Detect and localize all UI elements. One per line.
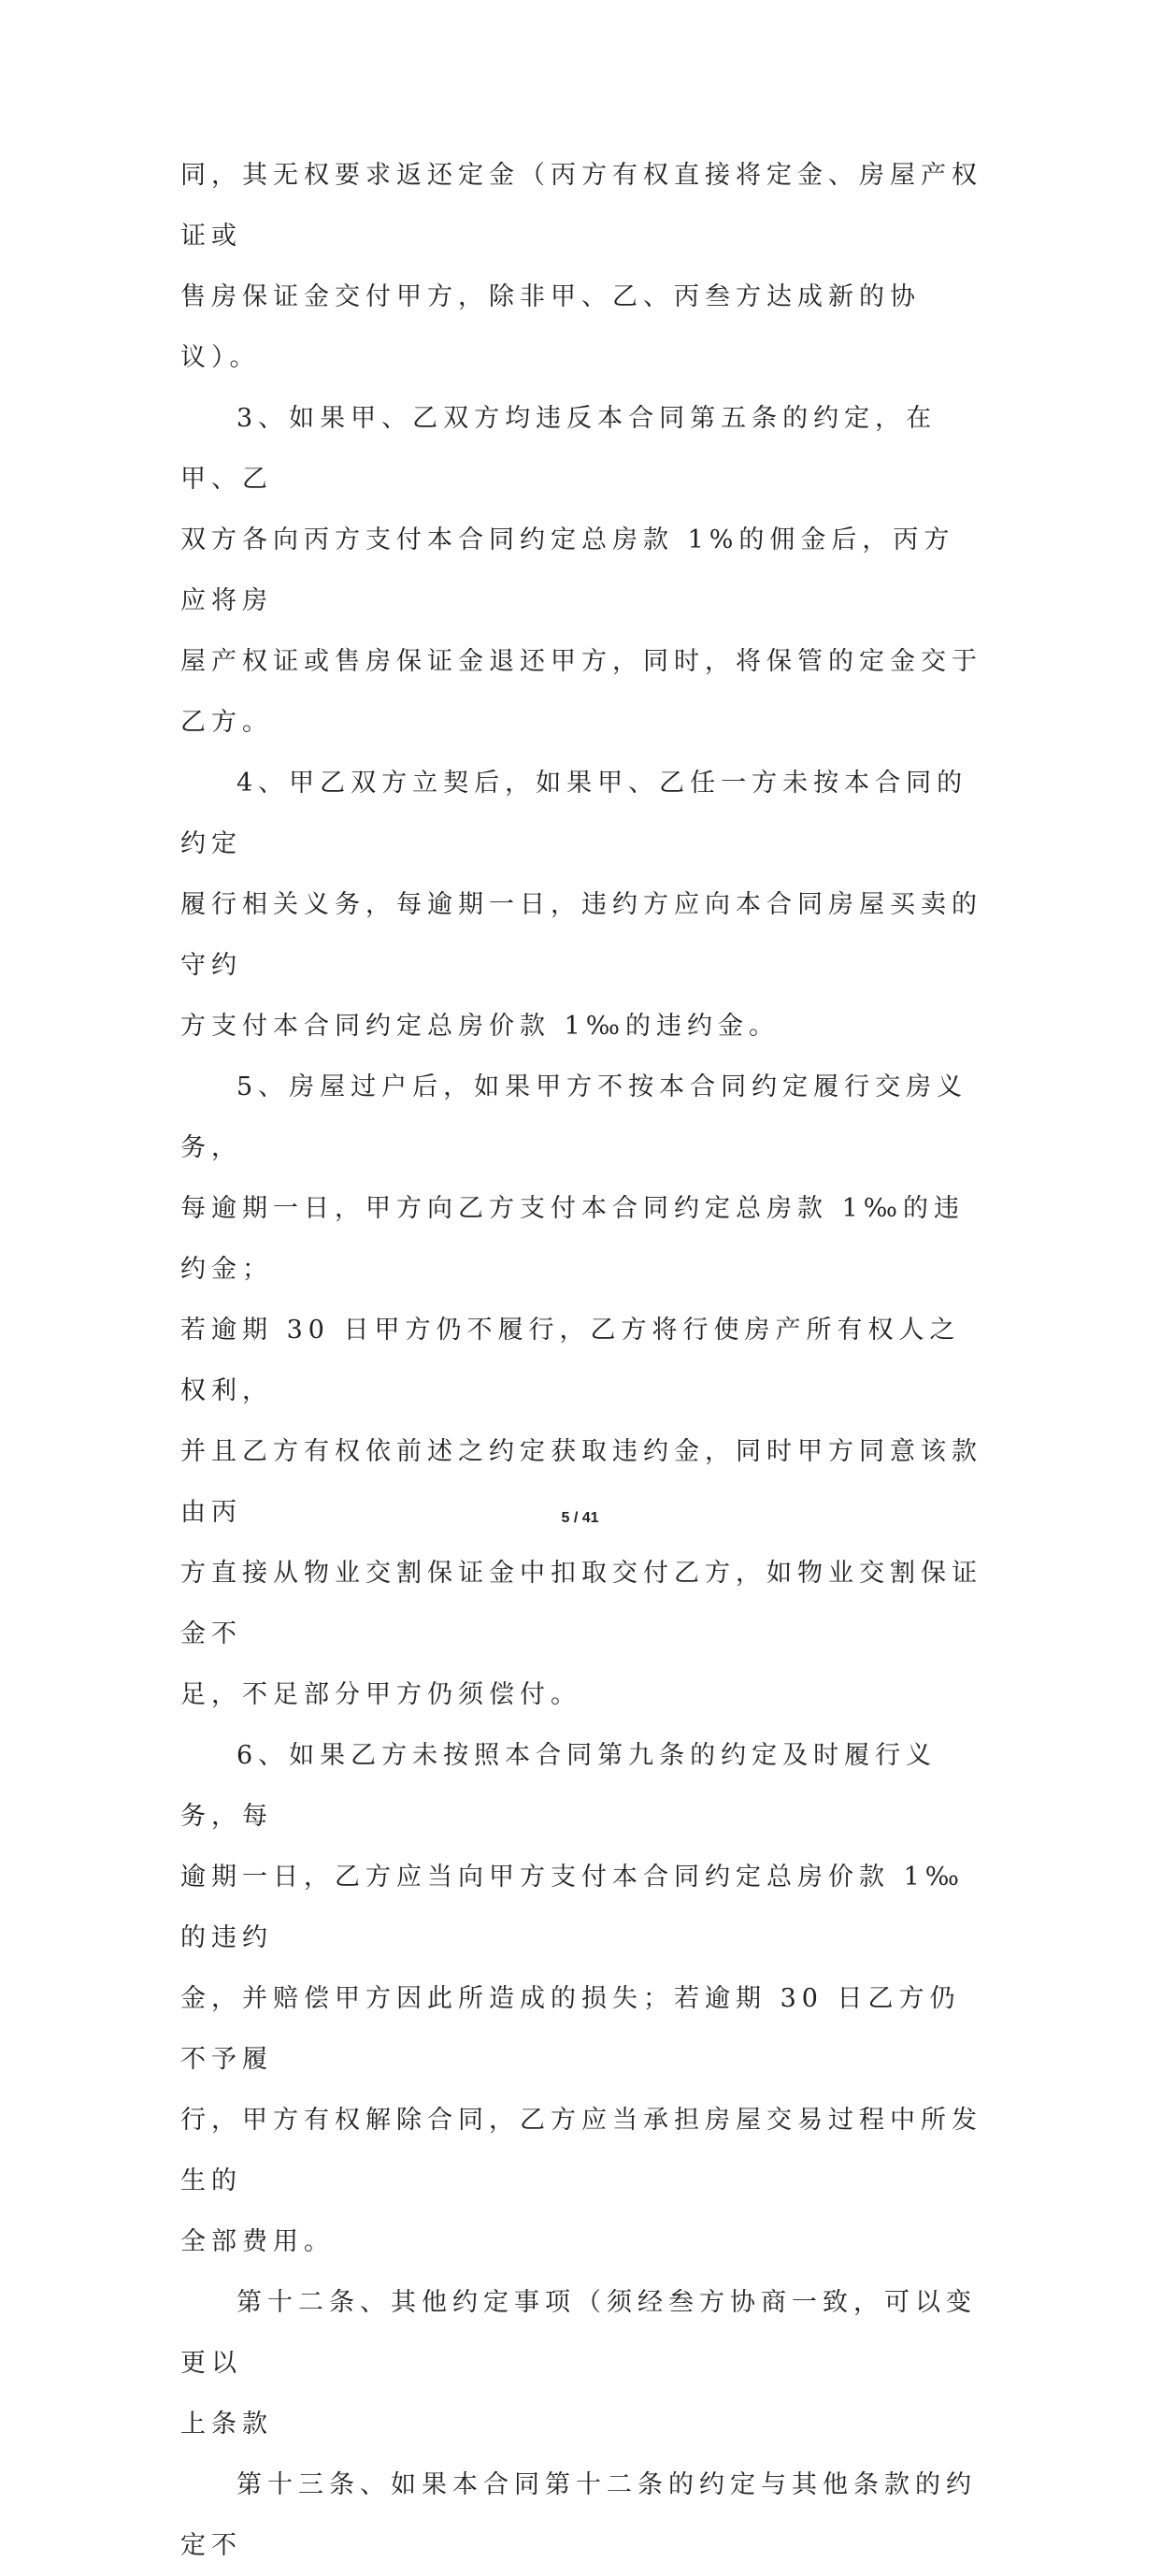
paragraph-continuation: 同，其无权要求返还定金（丙方有权直接将定金、房屋产权证或 售房保证金交付甲方，除非甲、乙、丙叁方达成新的协议）。 bbox=[180, 161, 982, 372]
page-number: 5 / 41 bbox=[561, 1510, 599, 1526]
paragraph-clause-6: 6、如果乙方未按照本合同第九条的约定及时履行义务，每 逾期一日，乙方应当向甲方支付本合同约定总房价款 1‰的违约 金，并赔偿甲方因此所造成的损失；若逾期 30 日乙方仍不予履 行，甲方有权解除合同，乙方应当承担房屋交易过程中所发生的 全部费用。 bbox=[180, 1741, 982, 2256]
paragraph-clause-4: 4、甲乙双方立契后，如果甲、乙任一方未按本合同的 约定 履行相关义务，每逾期一日，违约方应向本合同房屋买卖的守约 方支付本合同约定总房价款 1‰的违约金。 bbox=[180, 769, 982, 1041]
paragraph-clause-5: 5、房屋过户后，如果甲方不按本合同约定履行交房义务， 每逾期一日，甲方向乙方支付本合同约定总房款 1‰的违约金； 若逾期 30 日甲方仍不履行，乙方将行使房产所有权人之权利， 并且乙方有权依前述之约定获取违约金，同时甲方同意该款由丙 方直接从物业交割保证金中扣取交付乙方，如物业交割保证金不 足，不足部分甲方仍须偿付。 bbox=[180, 1072, 982, 1709]
paragraph-clause-3: 3、如果甲、乙双方均违反本合同第五条的约定，在甲、乙 双方各向丙方支付本合同约定总房款 1%的佣金后，丙方应将房 屋产权证或售房保证金退还甲方，同时，将保管的定金交于乙方。 bbox=[180, 404, 982, 737]
paragraph-article-13: 第十三条、如果本合同第十二条的约定与其他条款的约定不 bbox=[180, 2470, 977, 2560]
paragraph-article-12: 第十二条、其他约定事项（须经叁方协商一致，可以变更以 上条款 bbox=[180, 2288, 977, 2439]
document-body bbox=[180, 145, 984, 2576]
